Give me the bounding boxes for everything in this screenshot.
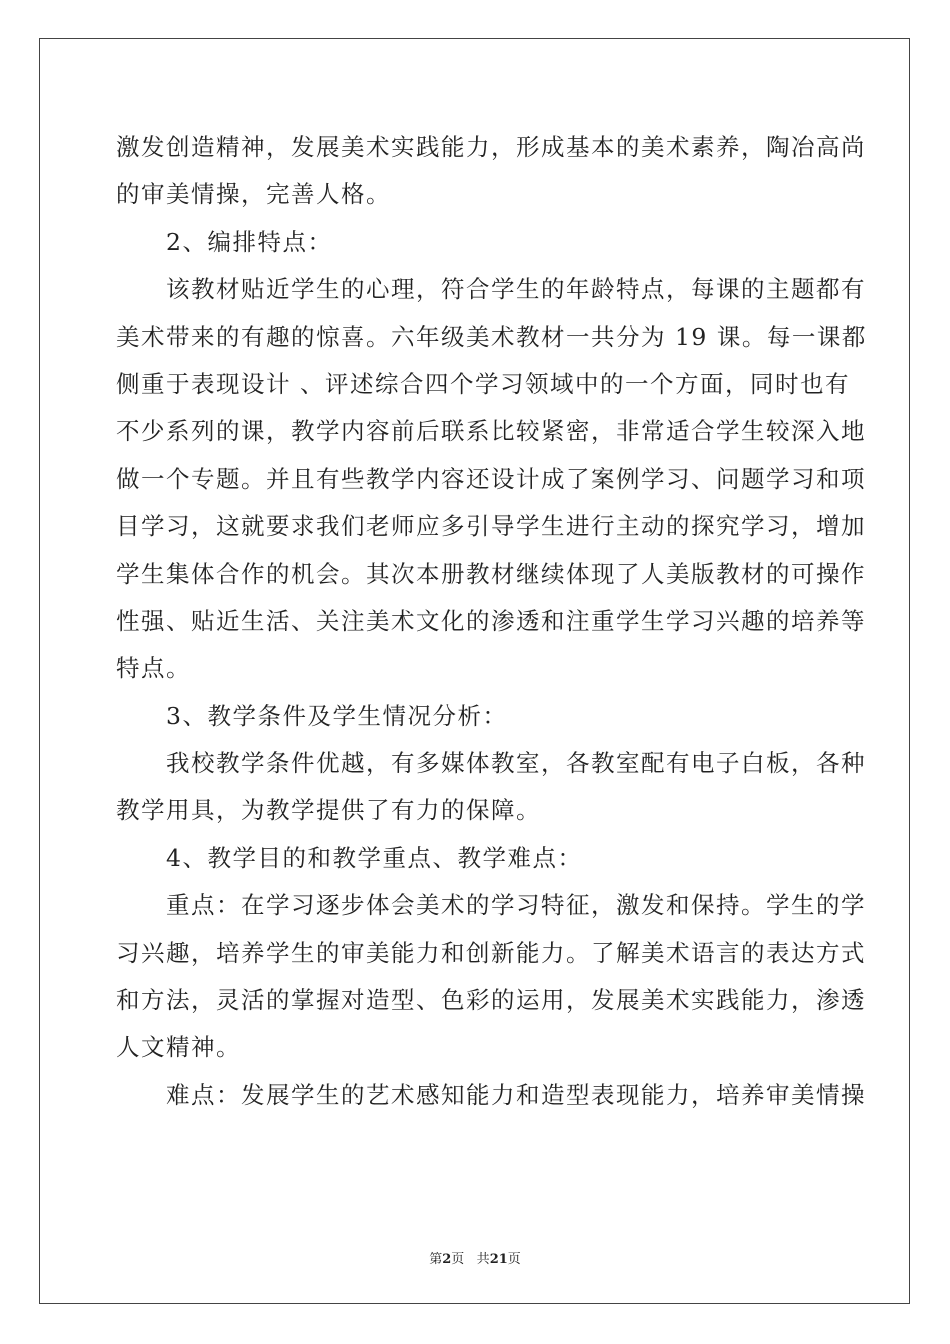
text-line: 和方法，灵活的掌握对造型、色彩的运用，发展美术实践能力，渗透	[116, 986, 866, 1015]
text-line: 做一个专题。并且有些教学内容还设计成了案例学习、问题学习和项	[116, 464, 866, 493]
section-heading: 2、编排特点：	[116, 227, 333, 256]
text-line: 该教材贴近学生的心理，符合学生的年龄特点，每课的主题都有	[116, 275, 866, 304]
text-line: 的审美情操，完善人格。	[116, 180, 391, 209]
text-line: 不少系列的课，教学内容前后联系比较紧密，非常适合学生较深入地	[116, 417, 866, 446]
text-line: 人文精神。	[116, 1033, 241, 1062]
page-suffix: 页	[451, 1252, 465, 1267]
total-suffix: 页	[507, 1252, 521, 1267]
text-line: 特点。	[116, 654, 191, 683]
text-line: 学生集体合作的机会。其次本册教材继续体现了人美版教材的可操作	[116, 559, 866, 588]
text-line: 美术带来的有趣的惊喜。六年级美术教材一共分为 19 课。每一课都	[116, 322, 867, 351]
page-prefix: 第	[429, 1252, 443, 1267]
section-heading: 3、教学条件及学生情况分析：	[116, 701, 508, 730]
text-line: 性强、贴近生活、关注美术文化的渗透和注重学生学习兴趣的培养等	[116, 606, 866, 635]
text-line: 难点：发展学生的艺术感知能力和造型表现能力，培养审美情操	[116, 1080, 866, 1109]
page-number: 2	[442, 1252, 452, 1267]
text-line: 侧重于表现设计 、评述综合四个学习领域中的一个方面，同时也有	[116, 369, 850, 398]
text-line: 重点：在学习逐步体会美术的学习特征，激发和保持。学生的学	[116, 891, 866, 920]
document-body	[116, 124, 867, 1119]
text-line: 激发创造精神，发展美术实践能力，形成基本的美术素养，陶冶高尚	[116, 133, 866, 161]
text-line: 目学习，这就要求我们老师应多引导学生进行主动的探究学习，增加	[116, 512, 866, 541]
text-line: 教学用具，为教学提供了有力的保障。	[116, 796, 541, 825]
text-line: 我校教学条件优越，有多媒体教室，各教室配有电子白板，各种	[116, 749, 866, 778]
text-line: 习兴趣，培养学生的审美能力和创新能力。了解美术语言的表达方式	[116, 938, 866, 967]
total-prefix: 共	[476, 1252, 490, 1267]
total-pages: 21	[489, 1252, 508, 1267]
page-footer	[0, 1248, 950, 1267]
section-heading: 4、教学目的和教学重点、教学难点：	[116, 843, 583, 872]
